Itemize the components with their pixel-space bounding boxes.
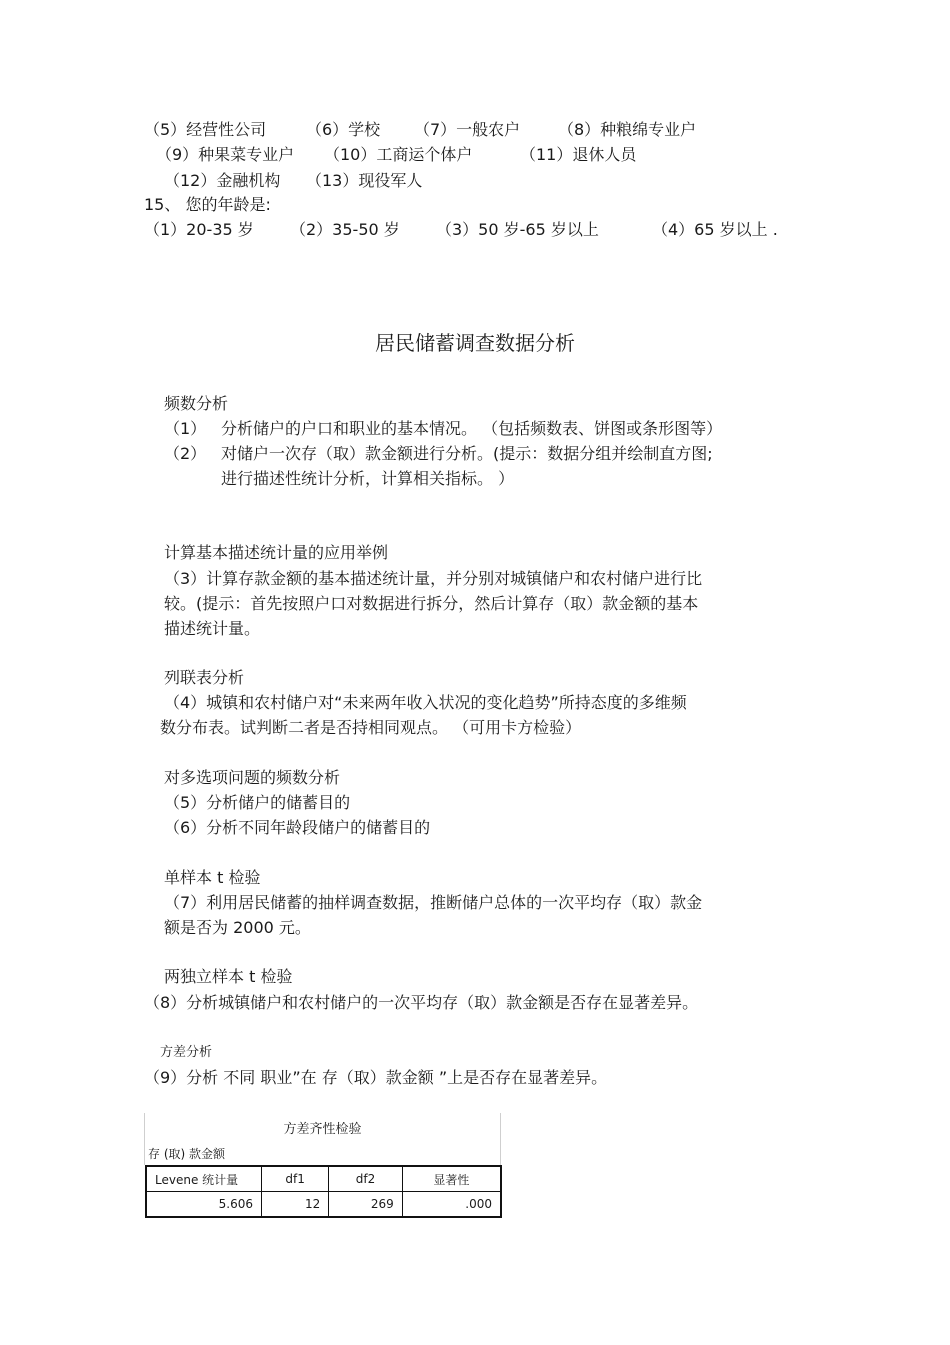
item-4-line: 数分布表。试判断二者是否持相同观点。 （可用卡方检验） bbox=[160, 718, 582, 737]
column-header: df2 bbox=[329, 1166, 403, 1192]
occupation-option: （6）学校 bbox=[306, 120, 381, 139]
item-7-line: （7）利用居民储蓄的抽样调查数据，推断储户总体的一次平均存（取）款金 bbox=[164, 893, 703, 912]
column-header: df1 bbox=[262, 1166, 329, 1192]
section-heading-frequency: 频数分析 bbox=[164, 394, 229, 413]
item-text: 对储户一次存（取）款金额进行分析。(提示：数据分组并绘制直方图; bbox=[221, 444, 713, 463]
table-header-row bbox=[146, 1166, 501, 1192]
column-header: Levene 统计量 bbox=[146, 1166, 262, 1192]
item-5: （5）分析储户的储蓄目的 bbox=[164, 793, 351, 812]
table-row bbox=[146, 1192, 501, 1218]
table-variable-label: 存 (取) 款金额 bbox=[148, 1147, 225, 1161]
occupation-option: （10）工商运个体户 bbox=[324, 145, 473, 164]
section-heading-crosstab: 列联表分析 bbox=[164, 668, 245, 687]
age-options-row bbox=[0, 220, 950, 240]
age-option: （1）20-35 岁 bbox=[144, 220, 254, 239]
table-cell: 5.606 bbox=[146, 1192, 262, 1218]
item-1 bbox=[0, 419, 950, 439]
table-cell: 269 bbox=[329, 1192, 403, 1218]
item-8: （8）分析城镇储户和农村储户的一次平均存（取）款金额是否存在显著差异。 bbox=[144, 993, 699, 1012]
item-3-line: 描述统计量。 bbox=[164, 619, 261, 638]
age-option: （3）50 岁-65 岁以上 bbox=[436, 220, 599, 239]
item-2-continued: 进行描述性统计分析，计算相关指标。 ） bbox=[221, 469, 515, 488]
table-cell: 12 bbox=[262, 1192, 329, 1218]
item-number: （2） bbox=[164, 444, 207, 463]
occupation-option: （11）退休人员 bbox=[520, 145, 637, 164]
occupation-option: （13）现役军人 bbox=[306, 171, 423, 190]
item-text: 分析储户的户口和职业的基本情况。 （包括频数表、饼图或条形图等） bbox=[221, 419, 723, 438]
item-7-line: 额是否为 2000 元。 bbox=[164, 918, 311, 937]
section-heading-anova: 方差分析 bbox=[160, 1045, 213, 1060]
item-6: （6）分析不同年龄段储户的储蓄目的 bbox=[164, 818, 431, 837]
item-3-line: （3）计算存款金额的基本描述统计量，并分别对城镇储户和农村储户进行比 bbox=[164, 569, 703, 588]
occupation-options-row3 bbox=[0, 171, 950, 191]
table-caption: 方差齐性检验 bbox=[283, 1122, 362, 1137]
item-9: （9）分析 不同 职业”在 存（取）款金额 ”上是否存在显著差异。 bbox=[144, 1068, 608, 1087]
section-heading-multiple-response: 对多选项问题的频数分析 bbox=[164, 768, 341, 787]
occupation-option: （7）一般农户 bbox=[414, 120, 521, 139]
age-option: （4）65 岁以上 . bbox=[652, 220, 778, 239]
section-heading-descriptive: 计算基本描述统计量的应用举例 bbox=[164, 543, 389, 562]
occupation-option: （8）种粮绵专业户 bbox=[558, 120, 697, 139]
occupation-option: （12）金融机构 bbox=[164, 171, 281, 190]
occupation-option: （9）种果菜专业户 bbox=[156, 145, 295, 164]
age-option: （2）35-50 岁 bbox=[290, 220, 400, 239]
section-heading-independent-t: 两独立样本 t 检验 bbox=[164, 967, 293, 986]
item-number: （1） bbox=[164, 419, 207, 438]
item-4-line: （4）城镇和农村储户对“未来两年收入状况的变化趋势”所持态度的多维频 bbox=[164, 693, 687, 712]
levene-test-table bbox=[145, 1165, 502, 1218]
column-header: 显著性 bbox=[402, 1166, 501, 1192]
occupation-option: （5）经营性公司 bbox=[144, 120, 267, 139]
section-heading-one-sample-t: 单样本 t 检验 bbox=[164, 868, 261, 887]
occupation-options-row2 bbox=[0, 145, 950, 165]
question-15: 15、 您的年龄是: bbox=[144, 195, 271, 214]
item-3-line: 较。(提示：首先按照户口对数据进行拆分，然后计算存（取）款金额的基本 bbox=[164, 594, 699, 613]
occupation-options-row1 bbox=[0, 120, 950, 140]
table-cell: .000 bbox=[402, 1192, 501, 1218]
page-title: 居民储蓄调查数据分析 bbox=[375, 331, 575, 355]
item-2 bbox=[0, 444, 950, 464]
